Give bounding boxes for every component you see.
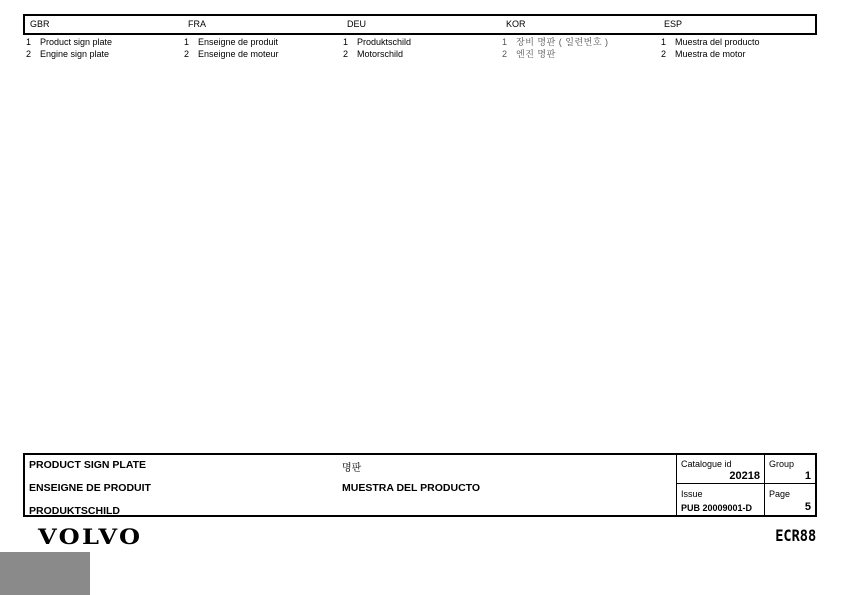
group-value: 1 — [804, 470, 811, 482]
part-number: 1 — [343, 37, 349, 47]
gray-tab — [0, 552, 90, 595]
part-number: 1 — [502, 37, 508, 47]
list-item — [26, 36, 112, 48]
lang-kor: KOR — [506, 19, 526, 29]
parts-column-gbr — [26, 36, 112, 60]
title-esp: MUESTRA DEL PRODUCTO — [342, 482, 481, 494]
part-label: Motorschild — [357, 49, 404, 59]
part-label: Enseigne de produit — [198, 37, 279, 47]
issue-value: PUB 20009001-D — [681, 503, 753, 513]
list-item — [502, 48, 609, 60]
title-gbr: PRODUCT SIGN PLATE — [29, 459, 147, 471]
list-item — [343, 36, 411, 48]
list-item — [26, 48, 112, 60]
issue-label: Issue — [681, 489, 703, 499]
volvo-logo: VOLVO — [38, 524, 143, 549]
list-item — [184, 48, 279, 60]
parts-column-fra — [184, 36, 279, 60]
parts-column-kor — [502, 36, 609, 60]
title-fra: ENSEIGNE DE PRODUIT — [29, 482, 151, 494]
lang-gbr: GBR — [30, 19, 50, 29]
part-number: 1 — [661, 37, 667, 47]
title-kor: 명판 — [342, 463, 362, 474]
divider — [764, 455, 765, 515]
lang-esp: ESP — [664, 19, 683, 29]
list-item — [661, 36, 760, 48]
divider — [676, 483, 815, 484]
model-code: ECR88 — [775, 526, 816, 545]
list-item — [502, 36, 609, 48]
title-deu: PRODUKTSCHILD — [29, 505, 120, 517]
part-label: Engine sign plate — [40, 49, 110, 59]
part-label: Muestra de motor — [675, 49, 746, 59]
parts-column-deu — [343, 36, 411, 60]
lang-deu: DEU — [347, 19, 367, 29]
part-label: Enseigne de moteur — [198, 49, 279, 59]
part-number: 2 — [502, 49, 508, 59]
part-number: 1 — [184, 37, 190, 47]
part-number: 2 — [343, 49, 349, 59]
catalogue-id-label: Catalogue id — [681, 459, 732, 469]
divider — [676, 455, 677, 515]
part-label: Muestra del producto — [675, 37, 760, 47]
part-number: 2 — [184, 49, 190, 59]
language-header-bar — [23, 14, 817, 35]
title-block — [23, 453, 817, 517]
page-value: 5 — [804, 501, 811, 513]
part-number: 2 — [26, 49, 32, 59]
part-label: 장비 명판 ( 일련번호 ) — [516, 37, 609, 47]
lang-fra: FRA — [188, 19, 206, 29]
parts-column-esp — [661, 36, 760, 60]
part-number: 1 — [26, 37, 32, 47]
part-label: 엔진 명판 — [516, 49, 556, 59]
list-item — [661, 48, 760, 60]
part-number: 2 — [661, 49, 667, 59]
part-label: Product sign plate — [40, 37, 113, 47]
list-item — [343, 48, 411, 60]
list-item — [184, 36, 279, 48]
group-label: Group — [769, 459, 795, 469]
page-label: Page — [769, 489, 791, 499]
catalogue-id-value: 20218 — [729, 470, 760, 482]
part-label: Produktschild — [357, 37, 412, 47]
